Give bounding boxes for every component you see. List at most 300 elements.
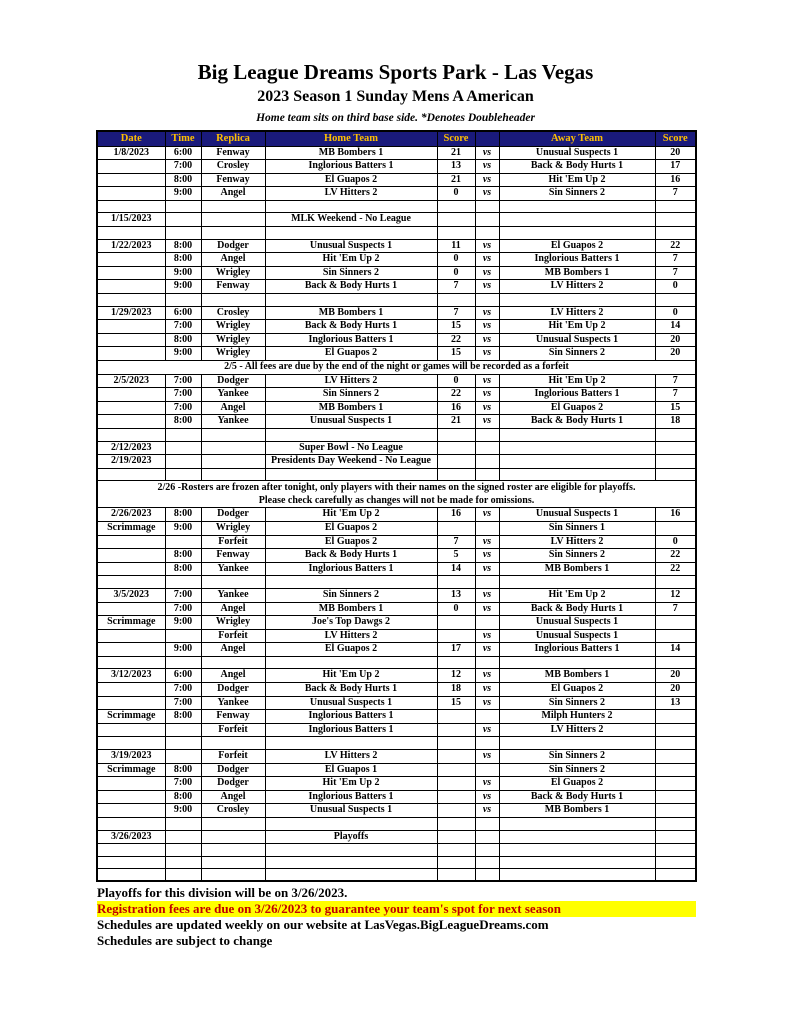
time-cell: 6:00 [165,146,201,160]
separator-cell [655,656,696,669]
away-score-cell [655,750,696,764]
home-team-cell: MB Bombers 1 [265,306,437,320]
date-cell [97,347,165,361]
away-team-cell: Back & Body Hurts 1 [499,160,655,174]
game-row [97,253,696,267]
time-cell: 7:00 [165,388,201,402]
replica-cell: Yankee [201,415,265,429]
no-league-row [97,213,696,227]
time-cell: 8:00 [165,173,201,187]
home-score-cell: 0 [437,266,475,280]
date-cell [97,629,165,643]
separator-cell [655,294,696,307]
footer-notes [97,885,791,948]
vs-label: vs [475,683,499,697]
replica-cell: Wrigley [201,521,265,535]
game-row [97,239,696,253]
away-score-cell: 7 [655,602,696,616]
away-team-cell: Unusual Suspects 1 [499,333,655,347]
date-cell [97,320,165,334]
separator-cell [499,294,655,307]
vs-label: vs [475,629,499,643]
away-score-cell [655,710,696,724]
date-cell: 3/19/2023 [97,750,165,764]
vs-label: vs [475,723,499,737]
time-cell [165,213,201,227]
date-cell: 3/26/2023 [97,830,165,844]
time-cell: 7:00 [165,160,201,174]
home-team-cell: Hit 'Em Up 2 [265,253,437,267]
separator-cell [655,227,696,240]
replica-cell: Fenway [201,173,265,187]
home-team-cell: El Guapos 2 [265,643,437,657]
empty-cell [437,856,475,869]
date-cell: 3/12/2023 [97,669,165,683]
date-cell [97,602,165,616]
home-score-cell: 11 [437,239,475,253]
time-cell: 8:00 [165,239,201,253]
home-score-cell [437,629,475,643]
date-cell [97,253,165,267]
vs-label: vs [475,253,499,267]
game-row [97,763,696,777]
scrimmage-label: Scrimmage [97,763,165,777]
home-team-cell: Back & Body Hurts 1 [265,320,437,334]
empty-cell [265,844,437,857]
no-league-message: MLK Weekend - No League [265,213,437,227]
home-score-cell [437,750,475,764]
game-row [97,306,696,320]
home-score-cell: 0 [437,187,475,201]
date-cell [97,804,165,818]
game-row [97,804,696,818]
home-score-cell: 18 [437,683,475,697]
away-team-cell: Sin Sinners 2 [499,763,655,777]
away-score-cell: 18 [655,415,696,429]
date-cell [97,280,165,294]
empty-cell [499,856,655,869]
away-team-cell: Sin Sinners 2 [499,696,655,710]
separator-cell [437,227,475,240]
away-team-cell [499,455,655,469]
separator-cell [265,869,437,882]
away-team-cell: Sin Sinners 2 [499,187,655,201]
date-cell: 1/29/2023 [97,306,165,320]
no-league-row [97,441,696,455]
away-score-cell [655,804,696,818]
no-league-message: Presidents Day Weekend - No League [265,455,437,469]
separator-cell [165,294,201,307]
column-header: Score [437,131,475,146]
no-league-row [97,455,696,469]
game-row [97,401,696,415]
home-score-cell: 16 [437,401,475,415]
home-team-cell: Sin Sinners 2 [265,588,437,602]
away-score-cell: 20 [655,146,696,160]
home-team-cell: El Guapos 2 [265,521,437,535]
away-team-cell: El Guapos 2 [499,239,655,253]
column-header: Away Team [499,131,655,146]
game-row [97,187,696,201]
separator-cell [97,428,165,441]
vs-label [475,616,499,630]
empty-row [97,844,696,857]
separator-cell [437,656,475,669]
date-cell: 2/5/2023 [97,374,165,388]
replica-cell: Dodger [201,763,265,777]
away-team-cell: Sin Sinners 2 [499,750,655,764]
away-team-cell: Back & Body Hurts 1 [499,790,655,804]
vs-label: vs [475,146,499,160]
home-team-cell: MB Bombers 1 [265,602,437,616]
time-cell [165,455,201,469]
time-cell: 8:00 [165,415,201,429]
time-cell: 7:00 [165,320,201,334]
separator-cell [265,294,437,307]
vs-label: vs [475,777,499,791]
home-team-cell: El Guapos 2 [265,347,437,361]
empty-cell [201,844,265,857]
separator-cell [499,428,655,441]
away-team-cell: Sin Sinners 2 [499,549,655,563]
game-row [97,347,696,361]
no-league-message: Super Bowl - No League [265,441,437,455]
away-team-cell: LV Hitters 2 [499,723,655,737]
home-score-cell [437,804,475,818]
time-cell: 8:00 [165,790,201,804]
vs-label: vs [475,750,499,764]
home-team-cell: LV Hitters 2 [265,374,437,388]
separator-cell [165,576,201,589]
vs-cell [475,455,499,469]
replica-cell [201,213,265,227]
header-row [97,131,696,146]
empty-cell [437,844,475,857]
away-score-cell: 22 [655,562,696,576]
home-team-note: Home team sits on third base side. *Denotes Doubleheader [256,112,535,124]
date-cell: 1/22/2023 [97,239,165,253]
home-score-cell: 21 [437,415,475,429]
separator-cell [655,869,696,882]
separator-cell [437,468,475,481]
title-block [0,0,791,125]
time-cell [165,723,201,737]
home-score-cell [437,763,475,777]
separator-cell [475,200,499,213]
vs-cell [475,830,499,844]
home-team-cell: MB Bombers 1 [265,146,437,160]
away-score-cell [655,616,696,630]
home-score-cell: 0 [437,253,475,267]
separator-cell [201,294,265,307]
empty-cell [475,856,499,869]
replica-cell: Angel [201,643,265,657]
date-cell [97,388,165,402]
home-team-cell: Unusual Suspects 1 [265,239,437,253]
separator-cell [97,869,165,882]
scrimmage-label: Scrimmage [97,710,165,724]
replica-cell: Wrigley [201,616,265,630]
separator-cell [97,656,165,669]
date-cell [97,401,165,415]
away-score-cell: 7 [655,253,696,267]
home-team-cell: Unusual Suspects 1 [265,696,437,710]
away-team-cell: MB Bombers 1 [499,562,655,576]
replica-cell: Angel [201,602,265,616]
column-header: Time [165,131,201,146]
vs-label: vs [475,669,499,683]
away-score-cell: 12 [655,588,696,602]
away-score-cell: 20 [655,333,696,347]
replica-cell: Angel [201,187,265,201]
replica-cell [201,441,265,455]
date-cell [97,333,165,347]
notice-row [97,361,696,375]
game-row [97,320,696,334]
home-score-cell [437,213,475,227]
separator-cell [201,468,265,481]
away-team-cell: Back & Body Hurts 1 [499,415,655,429]
separator-cell [165,428,201,441]
home-team-cell: Inglorious Batters 1 [265,723,437,737]
game-row [97,602,696,616]
forfeit-label: Forfeit [201,723,265,737]
away-team-cell: Hit 'Em Up 2 [499,374,655,388]
separator-cell [499,468,655,481]
game-row [97,643,696,657]
separator-cell [499,656,655,669]
empty-cell [655,856,696,869]
away-team-cell: El Guapos 2 [499,401,655,415]
home-team-cell: Inglorious Batters 1 [265,790,437,804]
separator-cell [165,468,201,481]
separator-cell [201,818,265,831]
time-cell: 9:00 [165,280,201,294]
home-team-cell: Hit 'Em Up 2 [265,777,437,791]
home-score-cell: 22 [437,388,475,402]
separator-cell [499,227,655,240]
vs-label: vs [475,320,499,334]
away-team-cell: El Guapos 2 [499,777,655,791]
home-score-cell [437,455,475,469]
season-subtitle: 2023 Season 1 Sunday Mens A American [257,88,534,105]
separator-cell [165,869,201,882]
home-score-cell: 13 [437,160,475,174]
home-score-cell: 17 [437,643,475,657]
scrimmage-label: Scrimmage [97,616,165,630]
time-cell: 8:00 [165,549,201,563]
separator-cell [475,818,499,831]
home-team-cell: El Guapos 2 [265,535,437,549]
empty-cell [165,844,201,857]
replica-cell: Dodger [201,374,265,388]
away-score-cell: 20 [655,669,696,683]
page-title: Big League Dreams Sports Park - Las Vegas [197,60,594,84]
separator-cell [97,818,165,831]
time-cell: 7:00 [165,683,201,697]
replica-cell: Yankee [201,388,265,402]
home-score-cell [437,723,475,737]
home-score-cell: 7 [437,306,475,320]
separator-row [97,468,696,481]
time-cell: 9:00 [165,187,201,201]
separator-cell [165,656,201,669]
time-cell [165,830,201,844]
game-row [97,333,696,347]
time-cell [165,441,201,455]
vs-label: vs [475,266,499,280]
away-score-cell [655,441,696,455]
away-team-cell: Unusual Suspects 1 [499,508,655,522]
date-cell [97,535,165,549]
vs-label: vs [475,696,499,710]
vs-cell [475,441,499,455]
game-row [97,374,696,388]
away-team-cell: Sin Sinners 1 [499,521,655,535]
away-score-cell [655,213,696,227]
vs-label: vs [475,602,499,616]
home-score-cell: 0 [437,602,475,616]
date-cell: 1/15/2023 [97,213,165,227]
home-score-cell [437,830,475,844]
date-cell [97,696,165,710]
date-cell [97,549,165,563]
away-score-cell: 15 [655,401,696,415]
vs-label: vs [475,549,499,563]
time-cell: 6:00 [165,306,201,320]
separator-cell [475,869,499,882]
empty-cell [655,844,696,857]
away-team-cell [499,441,655,455]
schedule-table-body [97,131,696,881]
date-cell [97,683,165,697]
separator-cell [97,294,165,307]
separator-row [97,200,696,213]
home-team-cell: Hit 'Em Up 2 [265,669,437,683]
separator-cell [265,200,437,213]
game-row [97,146,696,160]
date-cell [97,562,165,576]
home-team-cell: El Guapos 2 [265,173,437,187]
separator-cell [437,576,475,589]
separator-row [97,818,696,831]
vs-label: vs [475,535,499,549]
separator-cell [97,468,165,481]
date-cell: 2/19/2023 [97,455,165,469]
away-score-cell: 0 [655,535,696,549]
separator-row [97,869,696,882]
footer-playoffs-note: Playoffs for this division will be on 3/26/2023. [97,885,348,901]
away-score-cell [655,629,696,643]
separator-cell [201,576,265,589]
away-team-cell: MB Bombers 1 [499,804,655,818]
game-row [97,588,696,602]
vs-label: vs [475,187,499,201]
away-team-cell: Inglorious Batters 1 [499,643,655,657]
away-team-cell [499,213,655,227]
replica-cell [201,830,265,844]
home-score-cell: 13 [437,588,475,602]
date-cell [97,723,165,737]
replica-cell: Wrigley [201,266,265,280]
vs-label: vs [475,401,499,415]
time-cell: 8:00 [165,562,201,576]
empty-cell [97,856,165,869]
playoffs-row [97,830,696,844]
time-cell: 8:00 [165,763,201,777]
fees-notice: 2/5 - All fees are due by the end of the night or games will be recorded as a forfeit [97,361,696,375]
vs-label: vs [475,562,499,576]
home-score-cell [437,710,475,724]
roster-freeze-notice-line: 2/26 -Rosters are frozen after tonight, only players with their names on the signed roster are eligible for playoffs. [157,482,636,494]
home-team-cell: Back & Body Hurts 1 [265,280,437,294]
separator-cell [201,227,265,240]
time-cell: 8:00 [165,508,201,522]
time-cell: 6:00 [165,669,201,683]
away-score-cell: 22 [655,239,696,253]
date-cell [97,643,165,657]
home-team-cell: Inglorious Batters 1 [265,333,437,347]
home-score-cell: 22 [437,333,475,347]
separator-cell [201,869,265,882]
away-team-cell: Unusual Suspects 1 [499,616,655,630]
replica-cell: Wrigley [201,333,265,347]
replica-cell: Angel [201,790,265,804]
away-team-cell: MB Bombers 1 [499,669,655,683]
vs-label: vs [475,388,499,402]
empty-row [97,856,696,869]
replica-cell: Dodger [201,239,265,253]
date-cell: 2/26/2023 [97,508,165,522]
game-row [97,160,696,174]
separator-cell [499,576,655,589]
separator-cell [265,737,437,750]
time-cell: 7:00 [165,777,201,791]
vs-label: vs [475,588,499,602]
home-team-cell: Unusual Suspects 1 [265,804,437,818]
date-cell: 3/5/2023 [97,588,165,602]
replica-cell: Crosley [201,804,265,818]
footer-registration-note: Registration fees are due on 3/26/2023 to guarantee your team's spot for next season [97,901,696,917]
roster-freeze-notice [97,481,696,508]
home-team-cell: MB Bombers 1 [265,401,437,415]
vs-label: vs [475,160,499,174]
home-team-cell: Hit 'Em Up 2 [265,508,437,522]
forfeit-label: Forfeit [201,750,265,764]
time-cell: 8:00 [165,710,201,724]
game-row [97,723,696,737]
home-score-cell: 14 [437,562,475,576]
date-cell [97,777,165,791]
game-row [97,535,696,549]
separator-cell [499,869,655,882]
away-score-cell: 22 [655,549,696,563]
away-team-cell: LV Hitters 2 [499,280,655,294]
home-score-cell [437,616,475,630]
home-score-cell: 16 [437,508,475,522]
separator-cell [475,576,499,589]
away-score-cell: 13 [655,696,696,710]
time-cell: 8:00 [165,333,201,347]
home-score-cell: 5 [437,549,475,563]
vs-label: vs [475,306,499,320]
home-team-cell: LV Hitters 2 [265,187,437,201]
away-team-cell: Milph Hunters 2 [499,710,655,724]
home-team-cell: Inglorious Batters 1 [265,160,437,174]
replica-cell: Angel [201,253,265,267]
away-score-cell: 20 [655,683,696,697]
game-row [97,549,696,563]
